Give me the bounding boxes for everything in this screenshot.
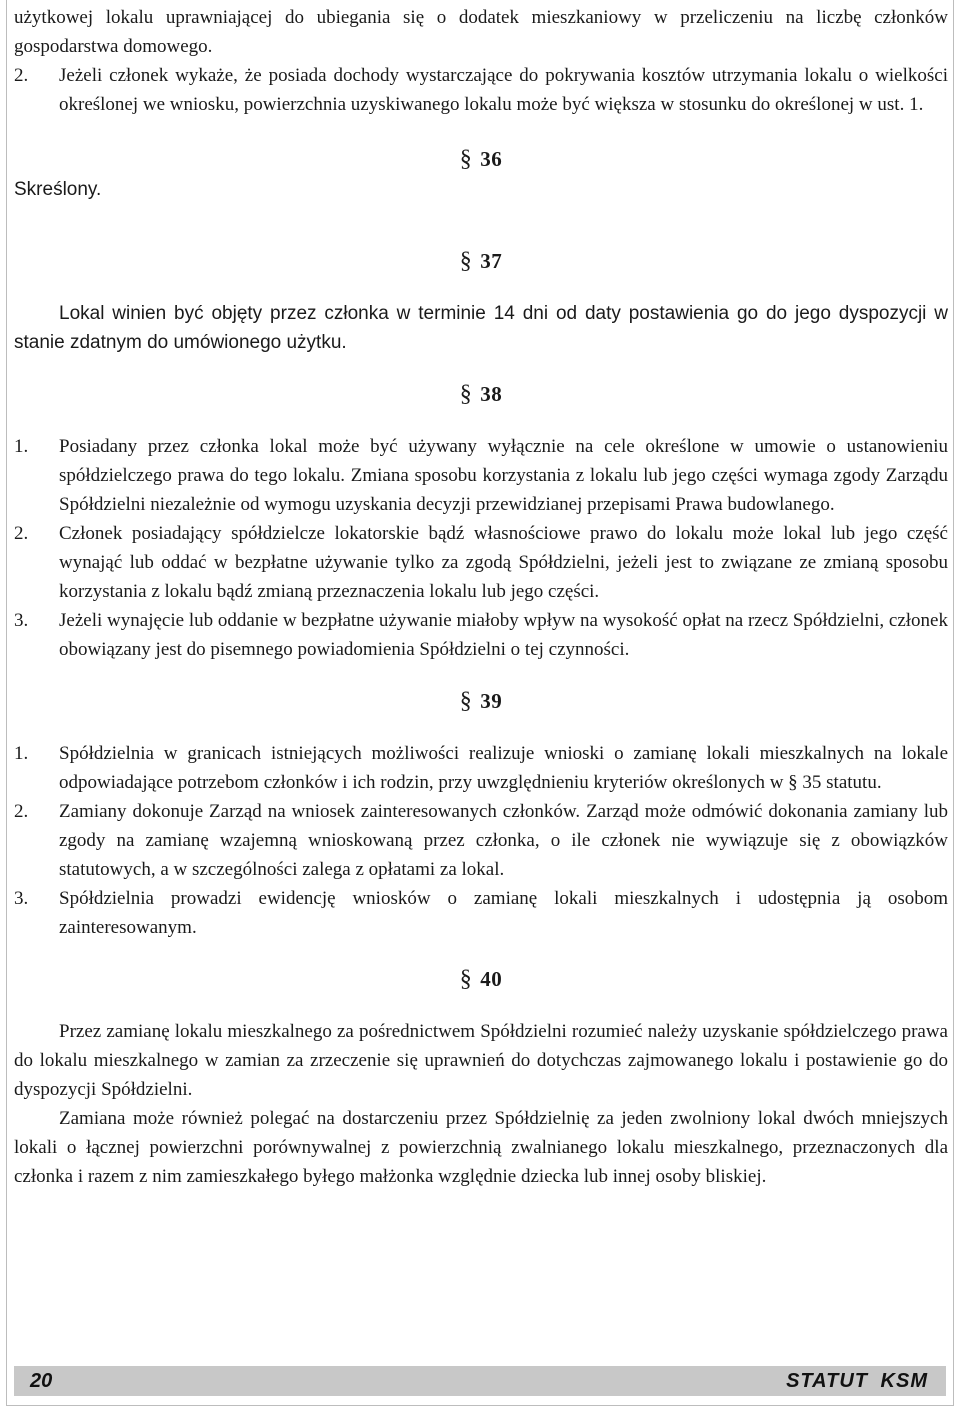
page-content: [14, 3, 948, 1191]
document-title: STATUT KSM: [786, 1369, 928, 1392]
item-number: 2.: [14, 523, 29, 544]
list-item: [14, 61, 948, 119]
item-text: Członek posiadający spółdzielcze lokatorskie bądź własnościowe prawo do lokalu może lokal lub jego część wynająć lub oddać w bezpłatne używanie tylko za zgodą Spółdzielni, jeżeli jest to związane ze zmianą sposobu korzystania z lokalu bądź zmianą przeznaczenia lokalu lub jego części.: [59, 523, 948, 602]
section-number: 36: [480, 147, 503, 171]
section-36: [14, 119, 948, 235]
item-text: Zamiany dokonuje Zarząd na wniosek zainteresowanych członków. Zarząd może odmówić dokonania zamiany lub zgody na zamianę wzajemną wnioskowaną przez członka, o ile członek nie wywiązuje się z obowiązków statutowych, a w szczególności zalega z opłatami za lokal.: [59, 801, 948, 880]
item-number: 3.: [14, 888, 29, 909]
section-39-list: [14, 739, 948, 942]
section-heading: [14, 145, 948, 174]
section-sign: §: [459, 248, 473, 274]
item-text: Posiadany przez członka lokal może być używany wyłącznie na cele określone w umowie o ustanowieniu spółdzielczego prawa do tego lokalu. Zmiana sposobu korzystania z lokalu lub jego części wymaga zgody Zarządu Spółdzielni niezależnie od wymogu uzyskania decyzji przewidzianej przepisami Prawa budowlanego.: [59, 436, 948, 515]
list-item: [14, 432, 948, 519]
item-text: Jeżeli członek wykaże, że posiada dochody wystarczające do pokrywania kosztów utrzymania lokalu o wielkości określonej we wniosku, powierzchnia uzyskiwanego lokalu może być większa w stosunku do określonej w ust. 1.: [59, 65, 948, 115]
section-sign: §: [459, 688, 473, 714]
item-number: 1.: [14, 743, 29, 764]
list-item: [14, 884, 948, 942]
list-item: [14, 797, 948, 884]
section-number: 37: [480, 249, 503, 273]
item-number: 1.: [14, 436, 29, 457]
list-item: [14, 606, 948, 664]
item-number: 2.: [14, 65, 29, 86]
section-heading-38: [14, 380, 948, 409]
section-38-list: [14, 432, 948, 664]
section-37-text: Lokal winien być objęty przez członka w terminie 14 dni od daty postawienia go do jego dyspozycji w stanie zdatnym do umówionego użytku.: [14, 303, 948, 353]
section-heading-39: [14, 687, 948, 716]
section-heading-37: [14, 247, 948, 276]
section-number: 38: [480, 382, 503, 406]
page-number: 20: [30, 1369, 53, 1392]
section-number: 40: [480, 967, 503, 991]
item-text: Spółdzielnia w granicach istniejących możliwości realizuje wnioski o zamianę lokali mieszkalnych na lokale odpowiadające potrzebom członków i ich rodzin, przy uwzględnieniu kryteriów określonych w § 35 statutu.: [59, 743, 948, 793]
item-text: Spółdzielnia prowadzi ewidencję wniosków o zamianę lokali mieszkalnych i udostępnia ją osobom zainteresowanym.: [59, 888, 948, 938]
item-number: 2.: [14, 801, 29, 822]
section-40-paragraph: Przez zamianę lokalu mieszkalnego za pośrednictwem Spółdzielni rozumieć należy uzyskanie spółdzielczego prawa do lokalu mieszkalnego w zamian za zrzeczenie się uprawnień do dotychczas zajmowanego lokalu i postawienie go do dyspozycji Spółdzielni.: [14, 1021, 948, 1100]
section-sign: §: [459, 381, 473, 407]
section-number: 39: [480, 689, 503, 713]
continuation-text: użytkowej lokalu uprawniającej do ubiegania się o dodatek mieszkaniowy w przeliczeniu na liczbę członków gospodarstwa domowego.: [14, 7, 948, 57]
page-footer: [14, 1366, 946, 1396]
section-text: Skreślony.: [14, 179, 102, 200]
item-number: 3.: [14, 610, 29, 631]
list-item: [14, 739, 948, 797]
list-item: [14, 519, 948, 606]
section-sign: §: [459, 146, 473, 172]
section-sign: §: [459, 966, 473, 992]
item-text: Jeżeli wynajęcie lub oddanie w bezpłatne używanie miałoby wpływ na wysokość opłat na rzecz Spółdzielni, członek obowiązany jest do pisemnego powiadomienia Spółdzielni o tej czynności.: [59, 610, 948, 660]
section-heading-40: [14, 965, 948, 994]
section-40-paragraph: Zamiana może również polegać na dostarczeniu przez Spółdzielnię za jeden zwolniony lokal dwóch mniejszych lokali o łącznej powierzchni porównywalnej z powierzchnią zwalnianego lokalu mieszkalnego, przeznaczonych dla członka i razem z nim zamieszkałego byłego małżonka względnie dziecka lub innej osoby bliskiej.: [14, 1108, 948, 1187]
